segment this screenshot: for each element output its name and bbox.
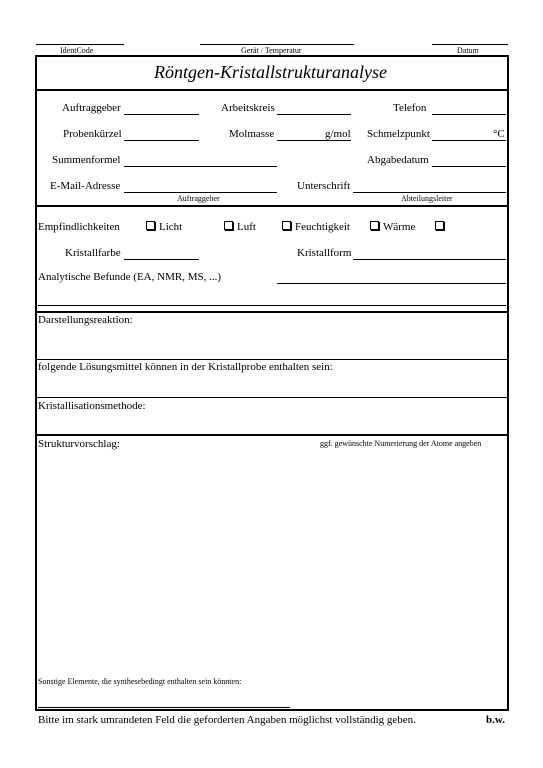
unterschrift-sublabel: Abteilungsleiter [401,194,453,203]
email-label: E-Mail-Adresse [50,180,121,192]
analytische-befunde-field[interactable] [277,283,506,284]
strukturvorschlag-drawing-area[interactable] [37,452,507,670]
email-field[interactable] [124,192,277,193]
bitte-wenden: b.w. [486,714,505,726]
section1-divider [37,205,507,207]
schmelzpunkt-label: Schmelzpunkt [367,128,430,140]
option-waerme[interactable]: Wärme [370,221,415,234]
numerierung-note: ggf. gewünschte Numerierung der Atome angeben [320,439,482,448]
option-licht[interactable]: Licht [146,221,182,234]
email-sublabel: Auftraggeber [177,194,220,203]
geraet-label: Gerät / Temperatur [241,46,302,55]
analytische-befunde-label: Analytische Befunde (EA, NMR, MS, ...) [38,271,222,283]
section3-divider [37,434,507,436]
checkbox-waerme[interactable] [370,221,379,230]
kristallisationsmethode-label: Kristallisationsmethode: [38,400,146,412]
abgabedatum-field[interactable] [432,166,506,167]
datum-line[interactable] [432,44,508,45]
analytische-befunde-field-2[interactable] [38,305,506,306]
unterschrift-field[interactable] [353,192,506,193]
geraet-line[interactable] [200,44,354,45]
loesungsmittel-label: folgende Lösungsmittel können in der Kristallprobe enthalten sein: [38,361,333,373]
probenkuerzel-label: Probenkürzel [63,128,122,140]
sonstige-elemente-field[interactable] [38,707,290,708]
option-luft[interactable]: Luft [224,221,256,234]
telefon-field[interactable] [432,114,506,115]
telefon-label: Telefon [393,102,427,114]
darstellungsreaktion-divider [37,359,507,360]
checkbox-feuchtigkeit[interactable] [282,221,291,230]
summenformel-field[interactable] [124,166,277,167]
page-title: Röntgen-Kristallstrukturanalyse [154,62,387,82]
kristallfarbe-label: Kristallfarbe [65,247,121,259]
auftraggeber-field[interactable] [124,114,199,115]
title-divider [37,89,507,91]
option-other[interactable] [435,221,448,234]
kristallfarbe-field[interactable] [124,259,199,260]
auftraggeber-label: Auftraggeber [62,102,121,114]
identcode-label: IdentCode [60,46,94,55]
schmelzpunkt-unit: °C [493,128,505,140]
datum-label: Datum [457,46,479,55]
kristallform-label: Kristallform [297,247,352,259]
identcode-line[interactable] [36,44,124,45]
checkbox-luft[interactable] [224,221,233,230]
strukturvorschlag-label: Strukturvorschlag: [38,438,120,450]
sonstige-elemente-label: Sonstige Elemente, die synthesebedingt enthalten sein könnten: [38,677,242,686]
abgabedatum-label: Abgabedatum [367,154,429,166]
section2-divider [37,311,507,313]
darstellungsreaktion-label: Darstellungsreaktion: [38,314,133,326]
footer-note: Bitte im stark umrandeten Feld die geforderten Angaben möglichst vollständig geben. [38,714,416,726]
summenformel-label: Summenformel [52,154,121,166]
loesungsmittel-divider [37,397,507,398]
arbeitskreis-field[interactable] [277,114,351,115]
molmasse-label: Molmasse [229,128,275,140]
molmasse-unit: g/mol [325,128,351,140]
arbeitskreis-label: Arbeitskreis [221,102,275,114]
option-feuchtigkeit[interactable]: Feuchtigkeit [282,221,350,234]
kristallform-field[interactable] [353,259,506,260]
empfindlichkeiten-label: Empfindlichkeiten [38,221,120,233]
checkbox-licht[interactable] [146,221,155,230]
checkbox-other[interactable] [435,221,444,230]
probenkuerzel-field[interactable] [124,140,199,141]
unterschrift-label: Unterschrift [297,180,351,192]
